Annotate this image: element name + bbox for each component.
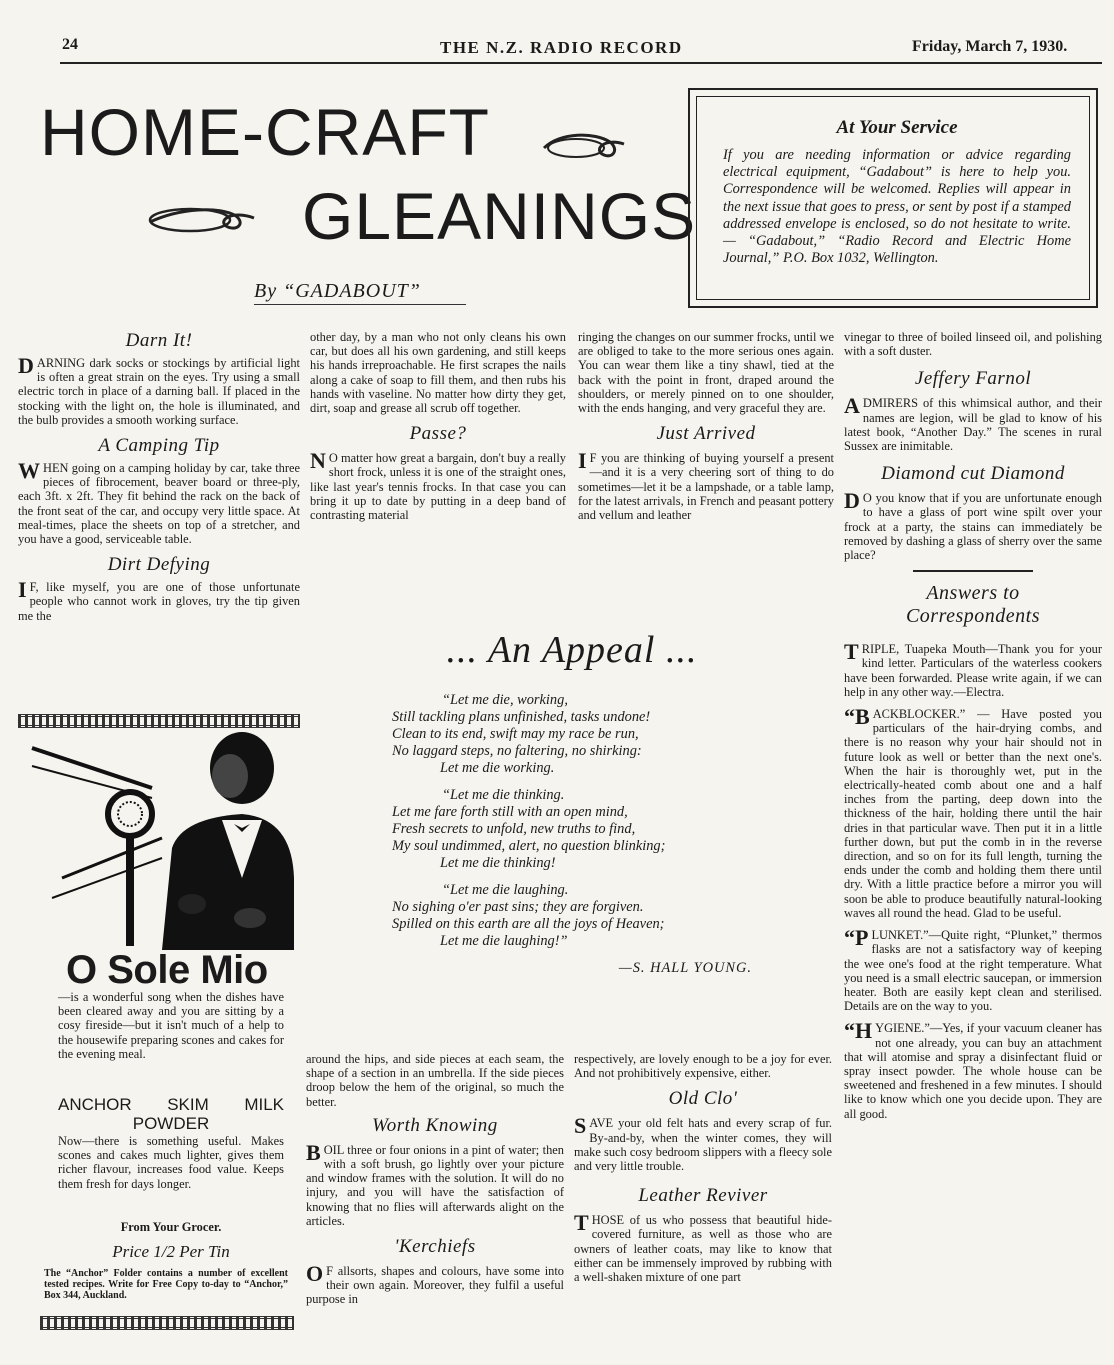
lower-column-3 bbox=[574, 1052, 832, 1292]
service-text: If you are needing information or advice regarding electrical equipment, “Gadabout” is here to help you. Correspondence will be welcomed. Replies will appear in the next issue that goes to press, or sent by post if a stamped addressed envelope is enclosed, so do not hesitate to write.— “Gadabout,” “Radio Record and Electric Home Journal,” P.O. Box 1032, Wellington. bbox=[723, 147, 1071, 267]
poem-line: “Let me die, working, bbox=[442, 692, 568, 708]
arrived-text: IF you are thinking of buying yourself a present—and it is a very cheering sort of thing to do sometimes—let it be a lampshade, or a table lamp, for the latest arrivals, in French and peasant pottery and vellum and leather bbox=[578, 448, 834, 523]
advert-copy bbox=[58, 990, 284, 1061]
clo-heading: Old Clo' bbox=[668, 1088, 738, 1110]
stanza-2 bbox=[392, 787, 812, 872]
headline-line1: HOME-CRAFT bbox=[40, 95, 490, 169]
appeal-heading: ... An Appeal ... bbox=[446, 629, 698, 671]
advert-product-text: Now—there is something useful. Makes scones and cakes much lighter, gives them richer flavour, increases food value. Keeps them fresh for days longer. bbox=[58, 1134, 284, 1191]
poem-line: My soul undimmed, alert, no question blinking; bbox=[392, 838, 666, 854]
byline: By “GADABOUT” bbox=[254, 280, 421, 302]
stanza-1 bbox=[392, 692, 812, 777]
advert-footer: The “Anchor” Folder contains a number of excellent tested recipes. Write for Free Copy to-day to “Anchor,” Box 344, Auckland. bbox=[44, 1268, 288, 1301]
farnol-text: ADMIRERS of this whimsical author, and their names are legion, will be glad to know of his latest book, “Another Day.” The scenes in rural Sussex are inimitable. bbox=[844, 393, 1102, 454]
poem-line: Let me fare forth still with an open mind, bbox=[392, 804, 628, 820]
service-heading: At Your Service bbox=[836, 117, 958, 138]
byline-rule bbox=[254, 304, 466, 305]
advert-grocer: From Your Grocer. bbox=[120, 1220, 222, 1234]
dirt-heading: Dirt Defying bbox=[107, 554, 211, 576]
advert-product bbox=[58, 1095, 284, 1133]
answer-triple: TRIPLE, Tuapeka Mouth—Thank you for your kind letter. Particulars of the waterless cookers have been forwarded. Please write again, if we can help in any other way.—Electra. bbox=[844, 639, 1102, 699]
answers-rule bbox=[913, 570, 1033, 572]
passe-heading: Passe? bbox=[409, 423, 467, 445]
poem-line: Let me die thinking! bbox=[440, 855, 556, 871]
page-number: 24 bbox=[62, 36, 78, 53]
poem-line: “Let me die laughing. bbox=[442, 882, 569, 898]
diamond-text: DO you know that if you are unfortunate enough to have a glass of port wine spilt over your frock at a party, the stains can immediately be removed by dashing a glass of sherry over the same place? bbox=[844, 488, 1102, 563]
scroll-ornament-icon bbox=[140, 200, 260, 240]
advert-body: —is a wonderful song when the dishes have been cleared away and you are sitting by a cosy fireside—but it isn't much of a help to the housewife preparing scones and cakes for the evening meal. bbox=[58, 990, 284, 1061]
appeal-poem bbox=[392, 692, 812, 977]
diamond-heading: Diamond cut Diamond bbox=[881, 463, 1065, 485]
headline-line2: GLEANINGS bbox=[302, 179, 697, 253]
advert-headline: O Sole Mio bbox=[66, 948, 268, 992]
col3-text: ringing the changes on our summer frocks, until we are obliged to take to the more serious ones again. You can wear them like a tiny shawl, tied at the back with the point in front, draped around the shoulders, or merely pinned on to one shoulder, with the ends hanging, and very graceful they are. bbox=[578, 330, 834, 416]
poem-line: Fresh secrets to unfold, new truths to find, bbox=[392, 821, 636, 837]
poem-line: Spilled on this earth are all the joys of Heaven; bbox=[392, 916, 665, 932]
worth-text: BOIL three or four onions in a pint of water; then with a soft brush, go lightly over your picture and window frames with the solution. It will do no injury, and you will have the satisfaction of knowing that no flies will afterwards alight on the articles. bbox=[306, 1139, 564, 1228]
kerchiefs-heading: 'Kerchiefs bbox=[394, 1236, 476, 1258]
product-name-line2: POWDER bbox=[132, 1114, 210, 1133]
column-1 bbox=[18, 330, 300, 631]
advert-price: Price 1/2 Per Tin bbox=[112, 1242, 230, 1261]
answer-hygiene: “HYGIENE.”—Yes, if your vacuum cleaner has not one already, you can buy an attachment that will atomise and spray a disinfectant fluid or spray insect powder. The whole house can be sweetened and freshened in a few minutes. I should like to know which one you decide upon. They are all good. bbox=[844, 1018, 1102, 1121]
answer-backblocker: “BACKBLOCKER.” — Have posted you particulars of the hair-drying combs, and there is no reason why your hair should not in future look as well or better than the next one's. When the hair is thoroughly wet, put in the electrically-heated comb about one and a half inches from the parting, deep down into the thickness of the hair, holding there until the hair dries in that particular wave. Then put it in a little further down, but put the comb in in the reverse direction, and so on for its full length, turning the ends under the comb and holding them there until dry. With a little practice before a mirror you will soon be able to produce beautifully natural-looking waves all round the head. Glad to be useful. bbox=[844, 704, 1102, 920]
col4-text: vinegar to three of boiled linseed oil, and polishing with a soft duster. bbox=[844, 330, 1102, 359]
lower-col2-text: around the hips, and side pieces at each seam, the shape of a section in an umbrella. If the side pieces droop below the hem of the original, so much the better. bbox=[306, 1052, 564, 1109]
column-2 bbox=[310, 330, 566, 530]
poem-author: —S. HALL YOUNG. bbox=[618, 960, 752, 976]
poem-line: No sighing o'er past sins; they are forgiven. bbox=[392, 899, 644, 915]
farnol-heading: Jeffery Farnol bbox=[914, 368, 1032, 390]
poem-line: Let me die laughing!” bbox=[440, 933, 568, 949]
service-box bbox=[688, 88, 1098, 308]
camping-text: WHEN going on a camping holiday by car, take three pieces of fibrocement, beaver board or three-ply, each 3ft. x 2ft. They fit behind the rack on the back of the front seat of the car, and occupy very little space. At meal-times, place the sheets on top of a stretcher, and you have a good, serviceable table. bbox=[18, 458, 300, 547]
poem-line: Clean to its end, swift may my race be run, bbox=[392, 726, 639, 742]
stanza-3 bbox=[392, 882, 812, 950]
leather-text: THOSE of us who possess that beautiful hide-covered furniture, as well as those who are owners of leather coats, may like to know that either can be immensely improved by rubbing with a well-shaken mixture of one part bbox=[574, 1210, 832, 1285]
answers-heading-1: Answers to bbox=[926, 582, 1020, 605]
lower-col3-text: respectively, are lovely enough to be a joy for ever. And not prohibitively expensive, either. bbox=[574, 1052, 832, 1081]
worth-heading: Worth Knowing bbox=[372, 1114, 498, 1136]
lower-column-2 bbox=[306, 1052, 564, 1315]
issue-date: Friday, March 7, 1930. bbox=[912, 38, 1068, 55]
camping-heading: A Camping Tip bbox=[98, 435, 220, 457]
passe-text: NO matter how great a bargain, don't buy a really short frock, unless it is one of the straight ones, like last year's tennis frocks. In that case you can bring it up to date by putting in a deep band of contrasting material bbox=[310, 448, 566, 523]
darn-heading: Darn It! bbox=[125, 330, 193, 351]
poem-line: No laggard steps, no faltering, no shirking: bbox=[392, 743, 642, 759]
arrived-heading: Just Arrived bbox=[656, 423, 756, 445]
column-4 bbox=[844, 330, 1102, 1129]
poem-line: Still tackling plans unfinished, tasks undone! bbox=[392, 709, 651, 725]
clo-text: SAVE your old felt hats and every scrap of fur. By-and-by, when the winter comes, they will make such cosy bedroom slippers with a fleecy sole and very little trouble. bbox=[574, 1113, 832, 1174]
radio-singer-illustration bbox=[22, 728, 300, 950]
col2-text: other day, by a man who not only cleans his own car, but does all his own gardening, and still keeps his hands irreproachable. He first scrapes the nails along a cake of soap to fill them, and then rubs his hands with vaseline. No matter how dirty they get, dirt, soap and grease all scrub off together. bbox=[310, 330, 566, 416]
darn-text: DARNING dark socks or stockings by artificial light is often a great strain on the eyes. Try using a small electric torch in place of a darning ball. If placed in the stocking with the light on, the hole is illuminated, and the bulb provides a smooth working surface. bbox=[18, 353, 300, 427]
column-3 bbox=[578, 330, 834, 530]
poem-line: “Let me die thinking. bbox=[442, 787, 565, 803]
answer-plunket: “PLUNKET.”—Quite right, “Plunket,” thermos flasks are not a satisfactory way of keeping the wee one's food at the right temperature. What you need is a small electric saucepan, or immersion heater. Both are easily kept clean and sterilised. Details are on the way to you. bbox=[844, 925, 1102, 1014]
product-name-line1: ANCHOR SKIM MILK bbox=[58, 1095, 284, 1114]
answers-heading-2: Correspondents bbox=[905, 605, 1041, 628]
leather-heading: Leather Reviver bbox=[638, 1185, 768, 1207]
scroll-ornament-icon bbox=[540, 130, 630, 164]
kerchiefs-text: OF allsorts, shapes and colours, have some into their own again. Moreover, they fulfil a useful purpose in bbox=[306, 1261, 564, 1307]
advert-border-top bbox=[18, 714, 300, 728]
publication-title: THE N.Z. RADIO RECORD bbox=[440, 38, 683, 57]
dirt-text: IF, like myself, you are one of those unfortunate people who cannot work in gloves, try the tip given me the bbox=[18, 577, 300, 623]
advert-border-bottom bbox=[40, 1316, 294, 1330]
masthead-rule bbox=[60, 62, 1102, 64]
poem-line: Let me die working. bbox=[440, 760, 555, 776]
